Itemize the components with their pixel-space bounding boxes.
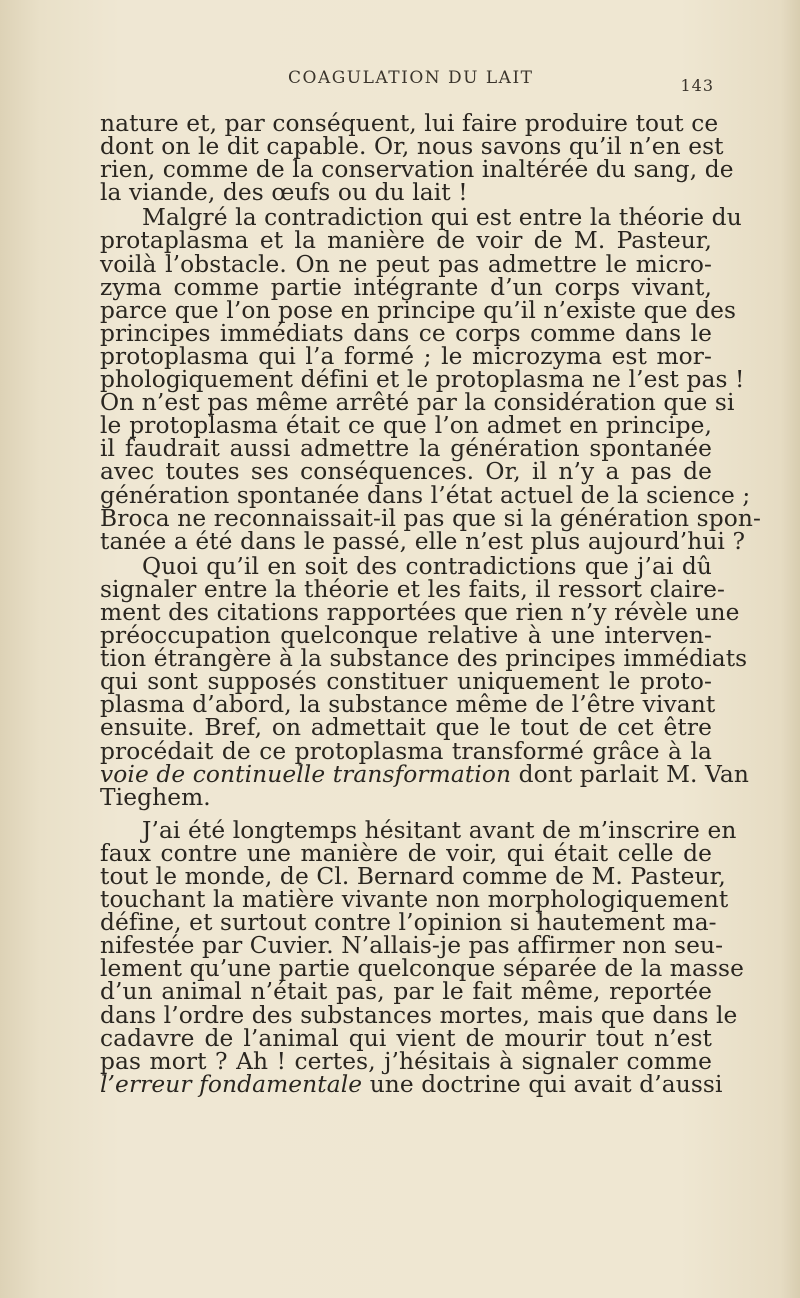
text-line: plasma d’abord, la substance même de l’être vivant xyxy=(100,691,716,719)
text-line: faux contre une manière de voir, qui était celle de xyxy=(100,839,712,867)
text-line: signaler entre la théorie et les faits, il ressort claire- xyxy=(100,575,725,603)
text-line: parce que l’on pose en principe qu’il n’existe que des xyxy=(100,296,737,324)
text-line: protaplasma et la manière de voir de M. Pasteur, xyxy=(100,227,712,255)
page-number: 143 xyxy=(680,76,714,95)
text-line: pas mort ? Ah ! certes, j’hésitais à signaler comme xyxy=(100,1047,712,1075)
body-text xyxy=(100,110,761,1098)
text-line: préoccupation quelconque relative à une interven- xyxy=(100,622,712,650)
italic-phrase: voie de continuelle transformation xyxy=(100,760,512,788)
text-line: tout le monde, de Cl. Bernard comme de M. Pasteur, xyxy=(100,863,726,890)
text-line: Tieghem. xyxy=(100,783,211,811)
italic-phrase: l’erreur fondamentale xyxy=(100,1070,363,1098)
text-line xyxy=(100,760,749,788)
text-fragment: une doctrine qui avait d’aussi xyxy=(362,1070,723,1098)
paragraph-3 xyxy=(100,552,749,811)
paragraph-1 xyxy=(100,110,734,207)
text-line: il faudrait aussi admettre la génération spontanée xyxy=(100,435,712,463)
text-line: phologiquement défini et le protoplasma ne l’est pas ! xyxy=(100,366,745,394)
text-line: la viande, des œufs ou du lait ! xyxy=(100,179,468,207)
paragraph-4 xyxy=(100,816,744,1098)
text-line: le protoplasma était ce que l’on admet en principe, xyxy=(100,412,712,440)
text-line: Malgré la contradiction qui est entre la théorie du xyxy=(142,204,742,232)
text-line: défine, et surtout contre l’opinion si hautement ma- xyxy=(100,909,717,937)
text-line: Quoi qu’il en soit des contradictions que j’ai dû xyxy=(142,552,712,580)
text-line: voilà l’obstacle. On ne peut pas admettre le micro- xyxy=(100,250,712,278)
text-line: dont on le dit capable. Or, nous savons qu’il n’en est xyxy=(100,133,724,161)
text-line: génération spontanée dans l’état actuel de la science ; xyxy=(100,481,751,509)
text-line: ment des citations rapportées que rien n’y révèle une xyxy=(100,598,740,626)
text-line: ensuite. Bref, on admettait que le tout de cet être xyxy=(100,714,712,742)
text-line: procédait de ce protoplasma transformé grâce à la xyxy=(100,737,712,765)
text-line: dans l’ordre des substances mortes, mais que dans le xyxy=(100,1001,738,1029)
text-line: zyma comme partie intégrante d’un corps vivant, xyxy=(100,273,712,301)
text-line: Broca ne reconnaissait-il pas que si la génération spon- xyxy=(100,504,761,532)
text-line: nifestée par Cuvier. N’allais-je pas affirmer non seu- xyxy=(100,932,724,960)
text-line: principes immédiats dans ce corps comme dans le xyxy=(100,319,712,347)
paragraph-2 xyxy=(100,204,761,555)
text-line: J’ai été longtemps hésitant avant de m’inscrire en xyxy=(142,816,737,844)
text-line: tanée a été dans le passé, elle n’est plus aujourd’hui ? xyxy=(100,527,746,555)
text-line: lement qu’une partie quelconque séparée de la masse xyxy=(100,955,744,983)
text-line: protoplasma qui l’a formé ; le microzyma est mor- xyxy=(100,342,712,370)
text-line: touchant la matière vivante non morphologiquement xyxy=(100,886,729,914)
text-line: qui sont supposés constituer uniquement le proto- xyxy=(100,668,712,696)
text-line xyxy=(100,1070,723,1098)
text-line: tion étrangère à la substance des principes immédiats xyxy=(100,645,748,673)
text-fragment: dont parlait M. Van xyxy=(511,760,749,788)
text-line: On n’est pas même arrêté par la considération que si xyxy=(100,389,735,417)
page-header xyxy=(100,68,720,98)
text-line: rien, comme de la conservation inaltérée du sang, de xyxy=(100,156,734,184)
text-line: d’un animal n’était pas, par le fait même, reportée xyxy=(100,978,712,1006)
text-line: nature et, par conséquent, lui faire produire tout ce xyxy=(100,110,719,137)
text-line: cadavre de l’animal qui vient de mourir tout n’est xyxy=(100,1024,712,1052)
text-line: avec toutes ses conséquences. Or, il n’y a pas de xyxy=(100,458,712,486)
running-title: COAGULATION DU LAIT xyxy=(288,68,534,88)
